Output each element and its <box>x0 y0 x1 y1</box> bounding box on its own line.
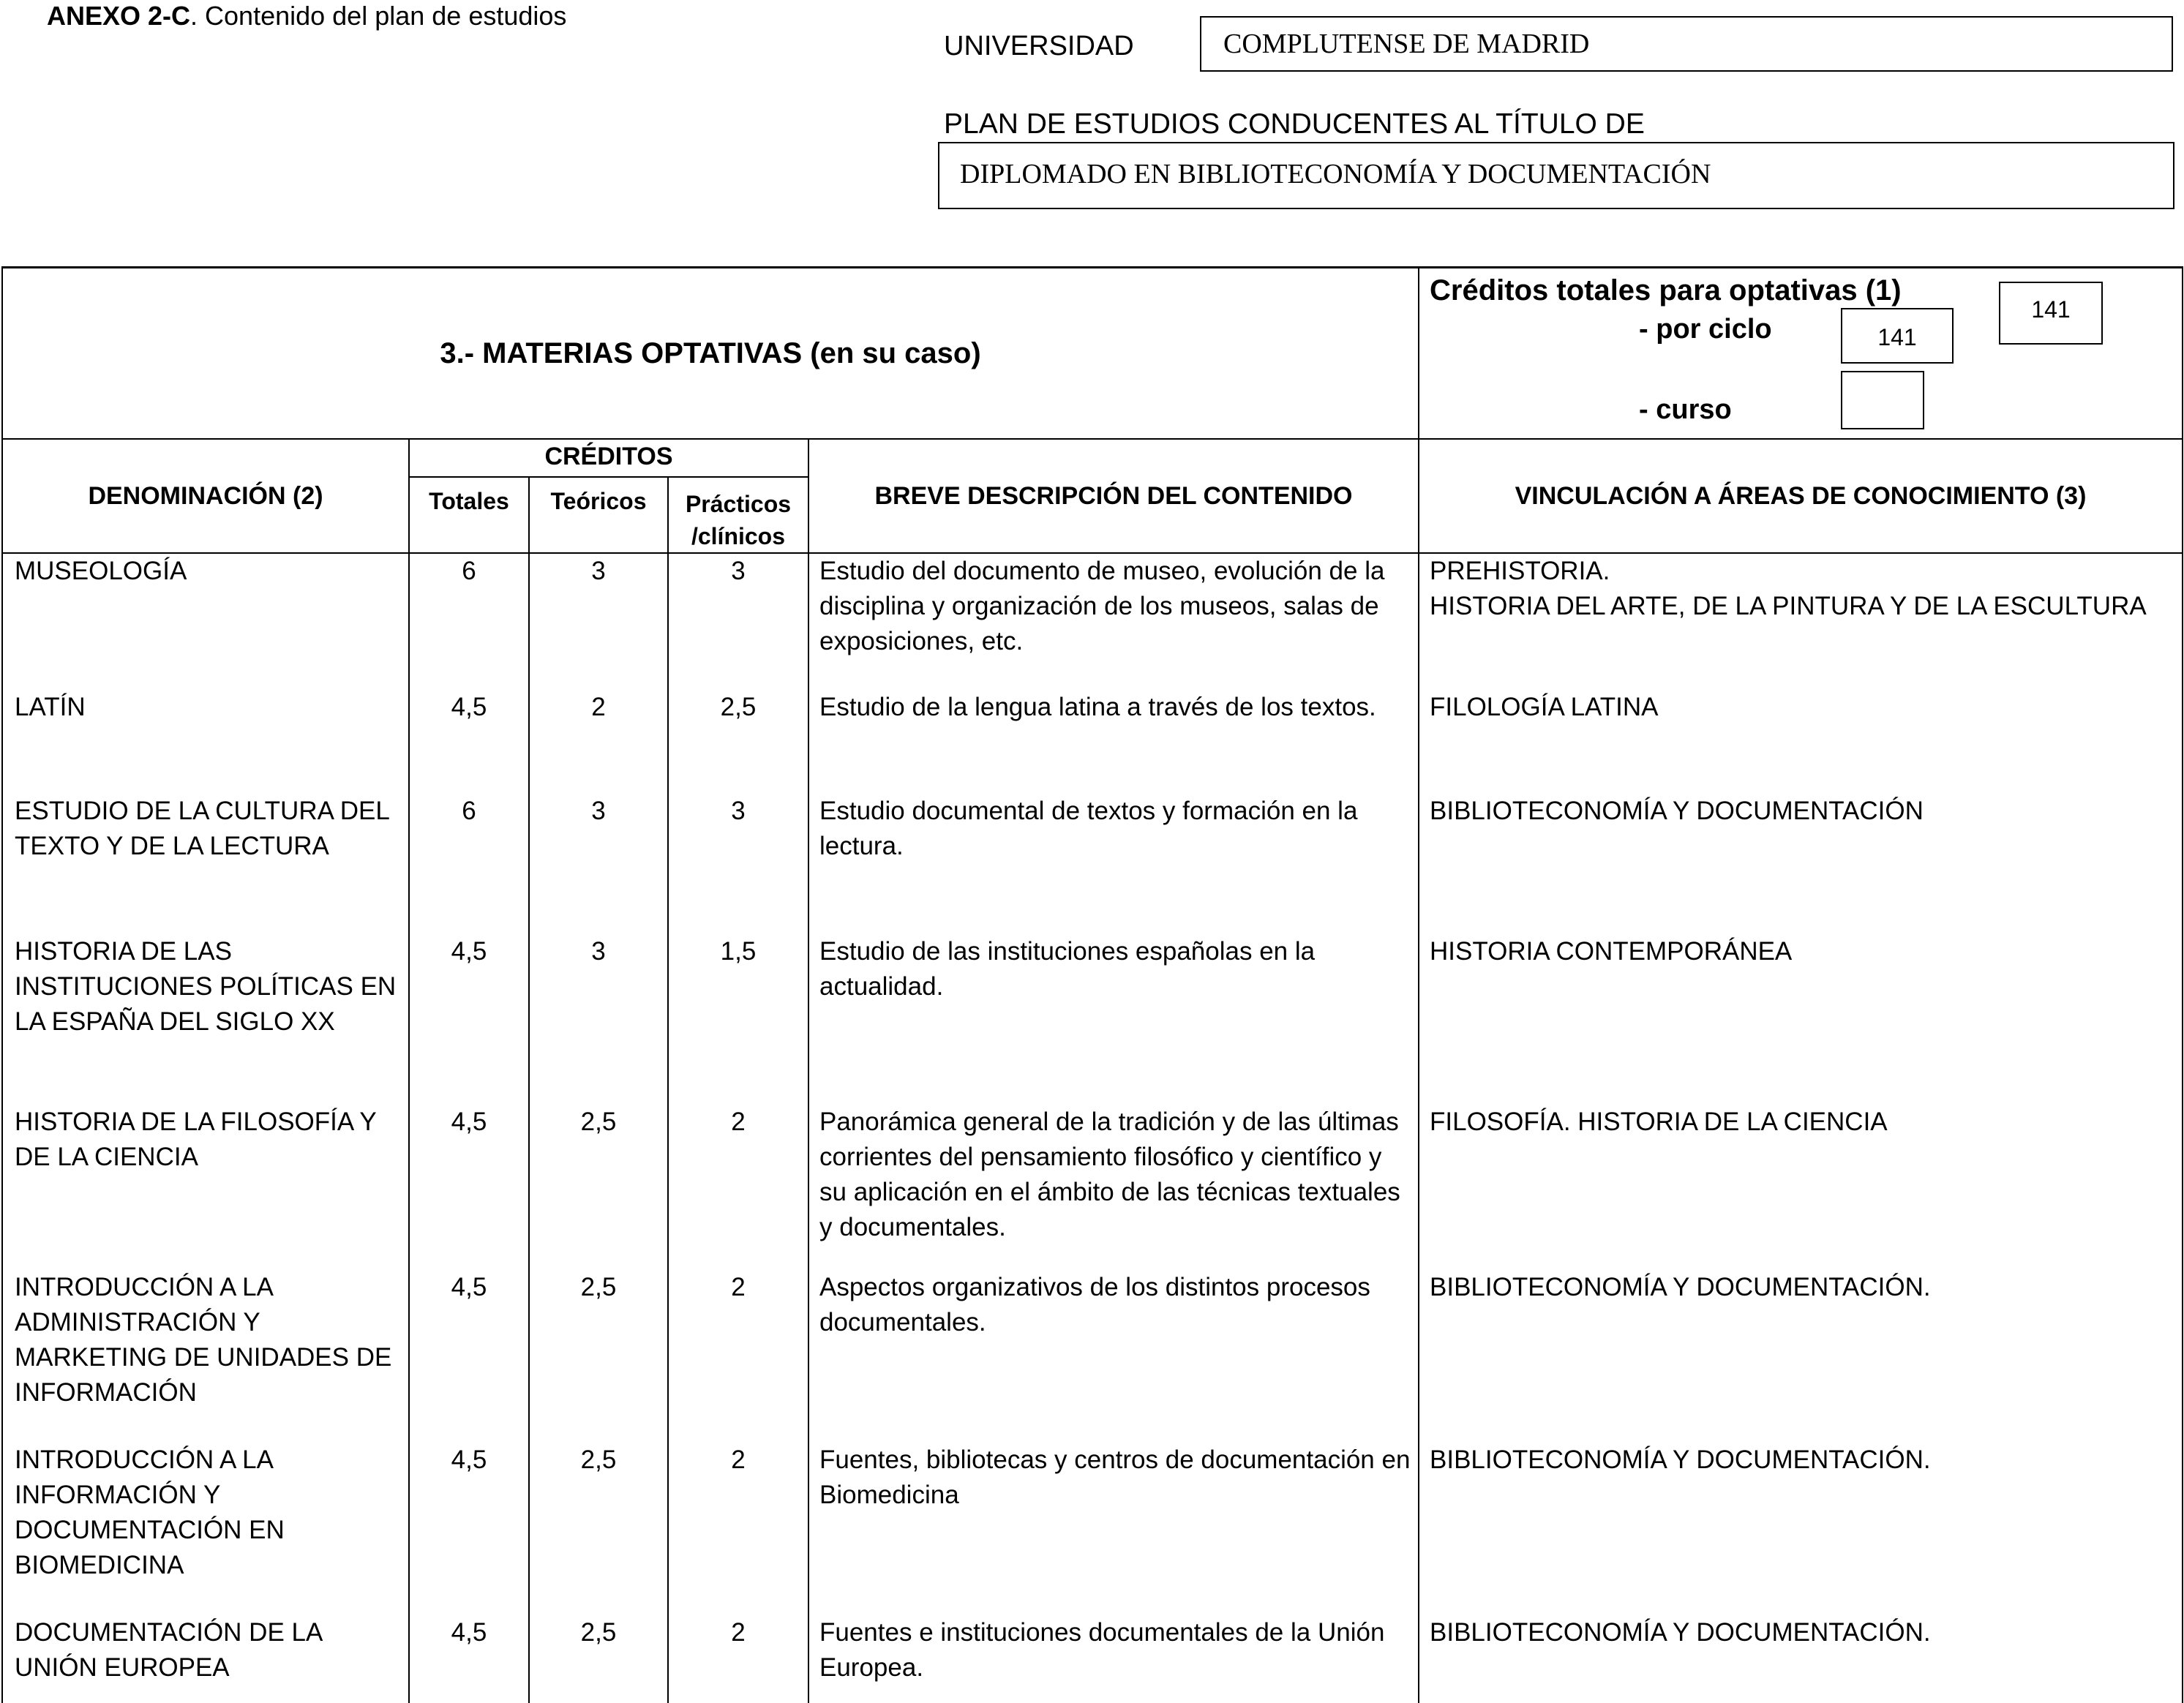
col-totals-header: Totales <box>409 477 529 553</box>
plan-label: PLAN DE ESTUDIOS CONDUCENTES AL TÍTULO DE <box>944 108 1645 140</box>
knowledge-area: FILOLOGÍA LATINA <box>1419 690 2183 794</box>
col-description-header: BREVE DESCRIPCIÓN DEL CONTENIDO <box>808 439 1419 553</box>
table-row <box>2 553 2183 690</box>
credits-theory: 2,5 <box>529 1270 668 1443</box>
optional-subjects-table <box>1 266 2183 1703</box>
credits-totals: 4,5 <box>409 934 529 1105</box>
university-value: COMPLUTENSE DE MADRID <box>1200 16 2173 72</box>
credits-practice: 2 <box>668 1105 808 1270</box>
subject-description: Aspectos organizativos de los distintos procesos documentales. <box>808 1270 1419 1443</box>
annex-title: . Contenido del plan de estudios <box>190 1 567 31</box>
table-row <box>2 690 2183 794</box>
credits-practice: 3 <box>668 794 808 934</box>
table-row <box>2 1105 2183 1270</box>
subject-description: Estudio de la lengua latina a través de los textos. <box>808 690 1419 794</box>
table-row <box>2 1615 2183 1703</box>
credits-practice: 2 <box>668 1270 808 1443</box>
credits-theory: 3 <box>529 934 668 1105</box>
credits-totals: 6 <box>409 794 529 934</box>
annex-code: ANEXO 2-C <box>47 1 191 31</box>
credits-theory: 2,5 <box>529 1105 668 1270</box>
annex-heading <box>47 0 566 32</box>
subject-name: MUSEOLOGÍA <box>2 553 409 690</box>
credits-theory: 2,5 <box>529 1443 668 1615</box>
knowledge-area: PREHISTORIA. HISTORIA DEL ARTE, DE LA PINTURA Y DE LA ESCULTURA <box>1419 553 2183 690</box>
subject-description: Panorámica general de la tradición y de las últimas corrientes del pensamiento filosófico y científico y su aplicación en el ámbito de las técnicas textuales y documentales. <box>808 1105 1419 1270</box>
credits-totals: 4,5 <box>409 690 529 794</box>
col-credits-header: CRÉDITOS <box>409 439 808 477</box>
table-row <box>2 1270 2183 1443</box>
credits-theory: 3 <box>529 553 668 690</box>
subject-description: Fuentes e instituciones documentales de la Unión Europea. <box>808 1615 1419 1703</box>
university-label: UNIVERSIDAD <box>944 31 1134 61</box>
per-course-value <box>1841 371 1924 429</box>
credits-theory: 3 <box>529 794 668 934</box>
knowledge-area: BIBLIOTECONOMÍA Y DOCUMENTACIÓN <box>1419 794 2183 934</box>
col-name-header: DENOMINACIÓN (2) <box>2 439 409 553</box>
subject-description: Estudio de las instituciones españolas en la actualidad. <box>808 934 1419 1105</box>
subject-description: Estudio documental de textos y formación en la lectura. <box>808 794 1419 934</box>
credits-totals: 6 <box>409 553 529 690</box>
credits-practice: 2 <box>668 1443 808 1615</box>
knowledge-area: HISTORIA CONTEMPORÁNEA <box>1419 934 2183 1105</box>
table-row <box>2 794 2183 934</box>
knowledge-area: BIBLIOTECONOMÍA Y DOCUMENTACIÓN. <box>1419 1615 2183 1703</box>
per-course-label: - curso <box>1639 394 1732 425</box>
column-header-row <box>2 439 2183 477</box>
knowledge-area: BIBLIOTECONOMÍA Y DOCUMENTACIÓN. <box>1419 1443 2183 1615</box>
table-body <box>2 553 2183 1703</box>
credits-totals: 4,5 <box>409 1105 529 1270</box>
credits-totals: 4,5 <box>409 1615 529 1703</box>
credits-total-value: 141 <box>1999 282 2103 345</box>
subject-name: LATÍN <box>2 690 409 794</box>
col-practice-header: Prácticos /clínicos <box>668 477 808 553</box>
subject-name: INTRODUCCIÓN A LA INFORMACIÓN Y DOCUMENTACIÓN EN BIOMEDICINA <box>2 1443 409 1615</box>
per-cycle-label: - por ciclo <box>1639 314 1772 345</box>
subject-name: DOCUMENTACIÓN DE LA UNIÓN EUROPEA <box>2 1615 409 1703</box>
credits-theory: 2,5 <box>529 1615 668 1703</box>
subject-name: HISTORIA DE LAS INSTITUCIONES POLÍTICAS EN LA ESPAÑA DEL SIGLO XX <box>2 934 409 1105</box>
table-title: 3.- MATERIAS OPTATIVAS (en su caso) <box>2 268 1419 440</box>
credits-totals: 4,5 <box>409 1270 529 1443</box>
table-title-row <box>2 268 2183 440</box>
subject-name: ESTUDIO DE LA CULTURA DEL TEXTO Y DE LA LECTURA <box>2 794 409 934</box>
table-row <box>2 934 2183 1105</box>
subject-name: HISTORIA DE LA FILOSOFÍA Y DE LA CIENCIA <box>2 1105 409 1270</box>
subject-description: Estudio del documento de museo, evolución de la disciplina y organización de los museos, salas de exposiciones, etc. <box>808 553 1419 690</box>
knowledge-area: FILOSOFÍA. HISTORIA DE LA CIENCIA <box>1419 1105 2183 1270</box>
credits-practice: 2 <box>668 1615 808 1703</box>
subject-description: Fuentes, bibliotecas y centros de documentación en Biomedicina <box>808 1443 1419 1615</box>
credits-total-label: Créditos totales para optativas (1) <box>1430 274 1902 307</box>
table-row <box>2 1443 2183 1615</box>
credits-totals: 4,5 <box>409 1443 529 1615</box>
credits-practice: 3 <box>668 553 808 690</box>
per-cycle-value: 141 <box>1841 308 1954 364</box>
credits-theory: 2 <box>529 690 668 794</box>
col-theory-header: Teóricos <box>529 477 668 553</box>
subject-name: INTRODUCCIÓN A LA ADMINISTRACIÓN Y MARKETING DE UNIDADES DE INFORMACIÓN <box>2 1270 409 1443</box>
credits-practice: 2,5 <box>668 690 808 794</box>
credits-summary <box>1419 268 2183 440</box>
col-area-header: VINCULACIÓN A ÁREAS DE CONOCIMIENTO (3) <box>1419 439 2183 553</box>
credits-practice: 1,5 <box>668 934 808 1105</box>
plan-value: DIPLOMADO EN BIBLIOTECONOMÍA Y DOCUMENTACIÓN <box>938 142 2174 209</box>
knowledge-area: BIBLIOTECONOMÍA Y DOCUMENTACIÓN. <box>1419 1270 2183 1443</box>
